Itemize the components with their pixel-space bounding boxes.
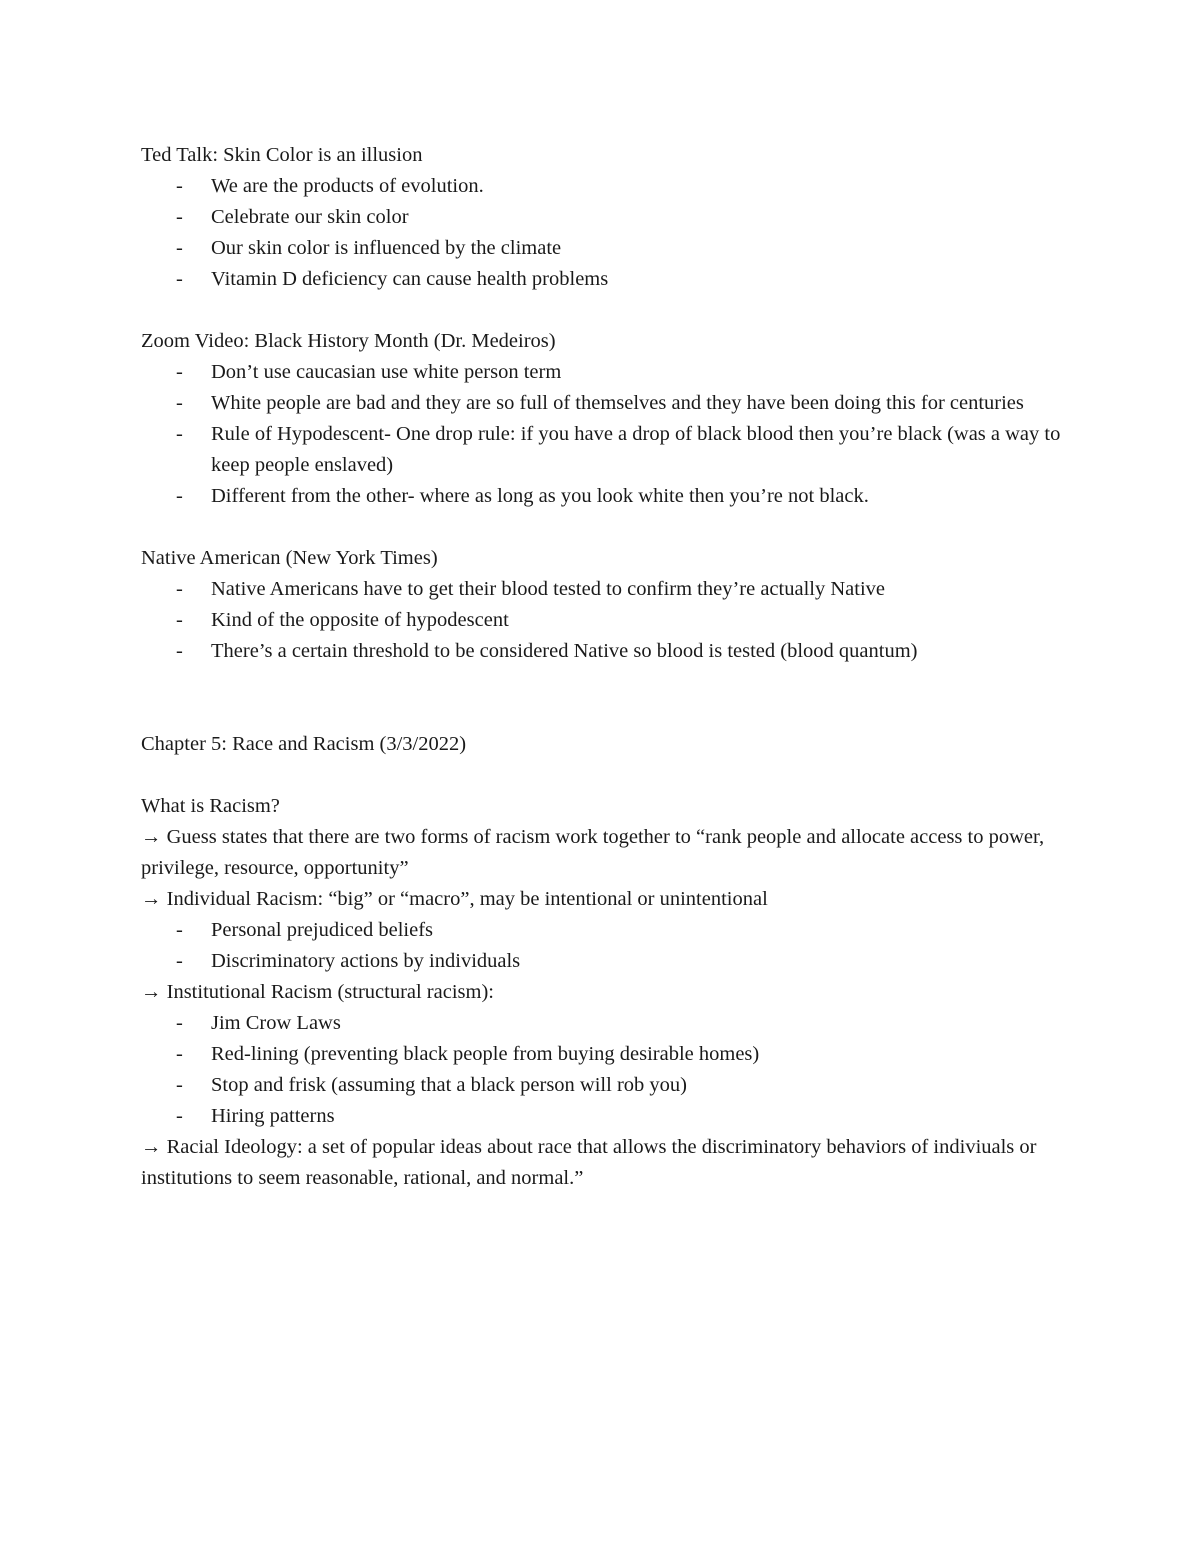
dash-bullet: - [176, 392, 183, 414]
guess-line: → Guess states that there are two forms of racism work together to “rank people and allocate access to power, privilege, resource, opportunity” [141, 826, 1045, 879]
dash-bullet: - [176, 1012, 183, 1034]
spacer [141, 760, 1061, 791]
dash-bullet: - [176, 237, 183, 259]
list-item: - Rule of Hypodescent- One drop rule: if you have a drop of black blood then you’re black (was a way to keep people enslaved) [141, 419, 1061, 481]
institutional-racism-line: → Institutional Racism (structural racism): [141, 981, 494, 1003]
list-item: - Red-lining (preventing black people from buying desirable homes) [141, 1039, 1061, 1070]
chapter-heading: Chapter 5: Race and Racism (3/3/2022) [141, 733, 467, 755]
list-item: - White people are bad and they are so full of themselves and they have been doing this for centuries [141, 388, 1061, 419]
dash-bullet: - [176, 485, 183, 507]
list-item: - Don’t use caucasian use white person term [141, 357, 1061, 388]
spacer [141, 512, 1061, 543]
dash-bullet: - [176, 423, 183, 445]
dash-bullet: - [176, 361, 183, 383]
list-item: - Personal prejudiced beliefs [141, 915, 1061, 946]
arrow-icon: → [141, 826, 162, 848]
list-item: - Hiring patterns [141, 1101, 1061, 1132]
dash-bullet: - [176, 206, 183, 228]
arrow-icon: → [141, 981, 162, 1003]
list-item: - Discriminatory actions by individuals [141, 946, 1061, 977]
native-american-list [141, 574, 1061, 667]
list-item: - Vitamin D deficiency can cause health problems [141, 264, 1061, 295]
section-heading-native-american: Native American (New York Times) [141, 547, 438, 569]
list-item: - Our skin color is influenced by the climate [141, 233, 1061, 264]
notes-content [141, 140, 1061, 1194]
dash-bullet: - [176, 1074, 183, 1096]
dash-bullet: - [176, 1043, 183, 1065]
list-item: - There’s a certain threshold to be considered Native so blood is tested (blood quantum) [141, 636, 1061, 667]
zoom-video-list [141, 357, 1061, 512]
dash-bullet: - [176, 1105, 183, 1127]
list-item: - Kind of the opposite of hypodescent [141, 605, 1061, 636]
list-item: - Different from the other- where as long as you look white then you’re not black. [141, 481, 1061, 512]
list-item: - We are the products of evolution. [141, 171, 1061, 202]
list-item: - Stop and frisk (assuming that a black person will rob you) [141, 1070, 1061, 1101]
dash-bullet: - [176, 175, 183, 197]
racism-heading: What is Racism? [141, 795, 280, 817]
spacer [141, 667, 1061, 729]
dash-bullet: - [176, 640, 183, 662]
section-heading-zoom-video: Zoom Video: Black History Month (Dr. Medeiros) [141, 330, 556, 352]
dash-bullet: - [176, 578, 183, 600]
dash-bullet: - [176, 609, 183, 631]
spacer [141, 295, 1061, 326]
section-heading-ted-talk: Ted Talk: Skin Color is an illusion [141, 144, 423, 166]
dash-bullet: - [176, 919, 183, 941]
dash-bullet: - [176, 268, 183, 290]
list-item: - Jim Crow Laws [141, 1008, 1061, 1039]
arrow-icon: → [141, 888, 162, 910]
list-item: - Celebrate our skin color [141, 202, 1061, 233]
ted-talk-list [141, 171, 1061, 295]
arrow-icon: → [141, 1136, 162, 1158]
individual-racism-line: → Individual Racism: “big” or “macro”, may be intentional or unintentional [141, 888, 768, 910]
dash-bullet: - [176, 950, 183, 972]
list-item: - Native Americans have to get their blood tested to confirm they’re actually Native [141, 574, 1061, 605]
institutional-racism-list [141, 1008, 1061, 1132]
racial-ideology-line: → Racial Ideology: a set of popular ideas about race that allows the discriminatory behaviors of indiviuals or institutions to seem reasonable, rational, and normal.” [141, 1136, 1037, 1189]
individual-racism-list [141, 915, 1061, 977]
